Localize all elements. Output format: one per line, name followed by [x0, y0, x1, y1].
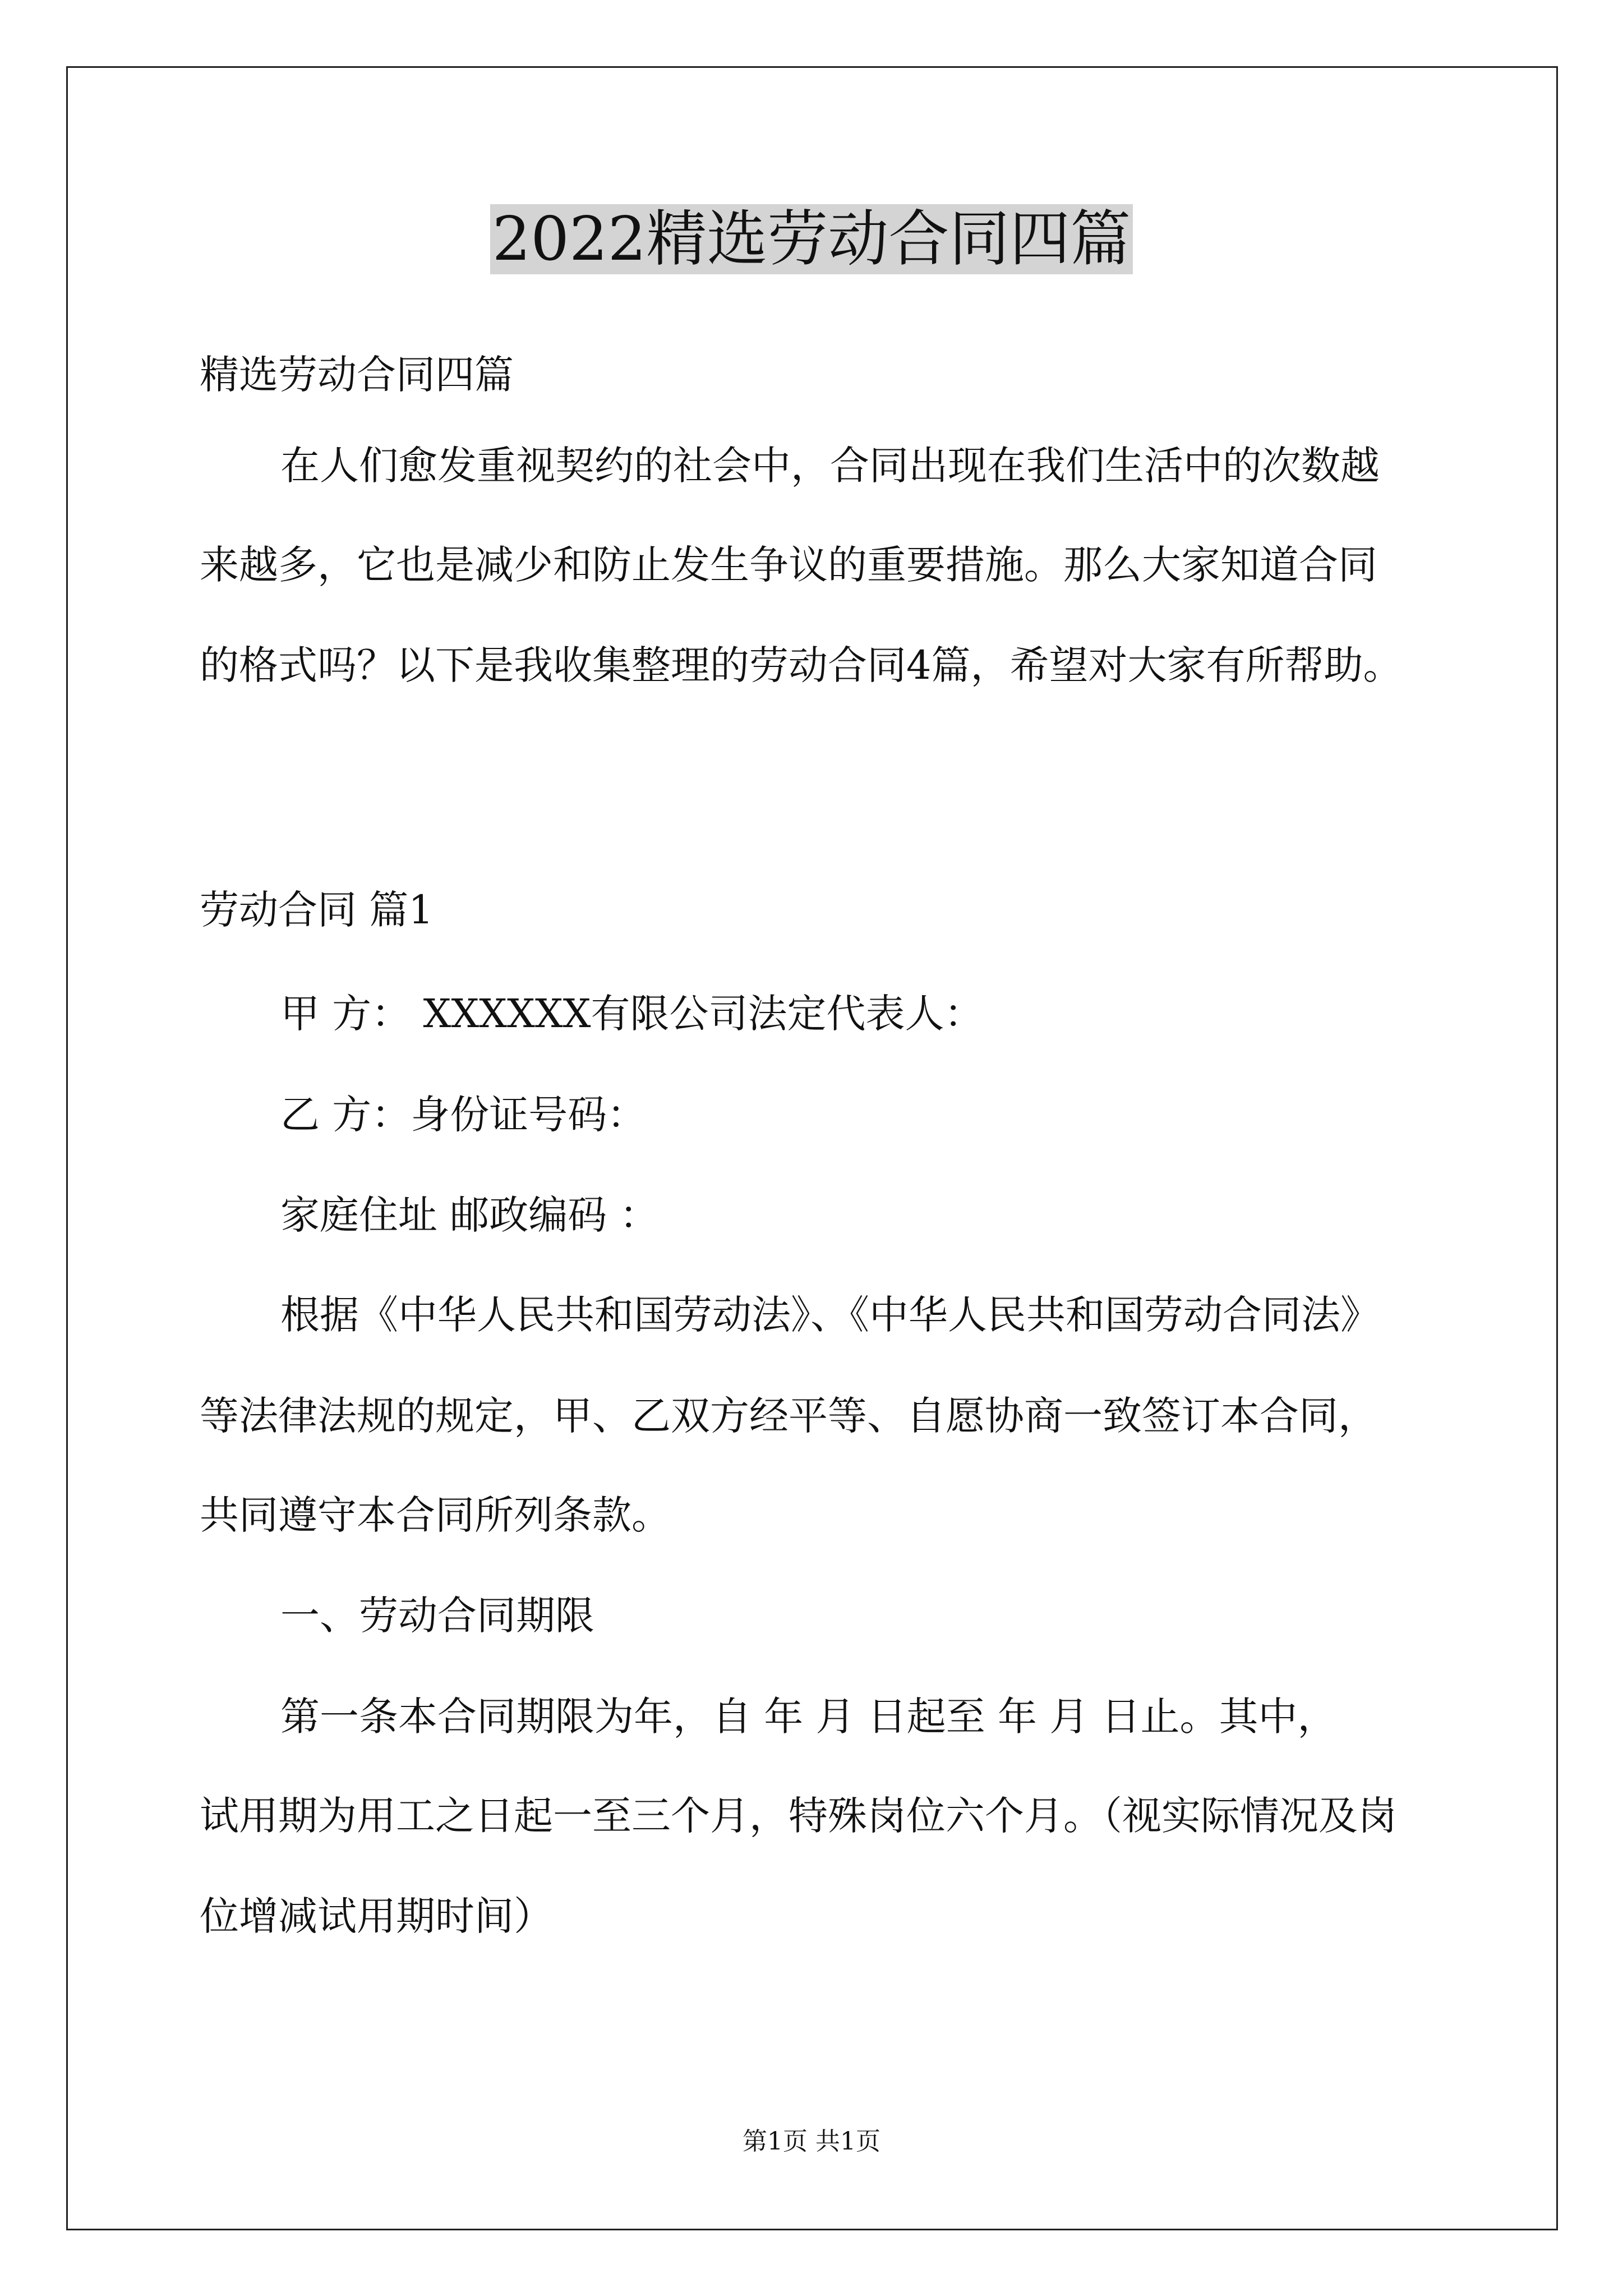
party-a-line: 甲 方： XXXXXX有限公司法定代表人：	[280, 991, 984, 1037]
document-title	[0, 197, 1623, 282]
subtitle: 精选劳动合同四篇	[200, 352, 514, 398]
basis-line-2: 等法律法规的规定，甲、乙双方经平等、自愿协商一致签订本合同，	[200, 1393, 1377, 1439]
document-title-text: 2022精选劳动合同四篇	[490, 204, 1133, 274]
clause-heading: 一、劳动合同期限	[280, 1593, 594, 1639]
basis-line-3: 共同遵守本合同所列条款。	[200, 1492, 671, 1538]
intro-line-2: 来越多，它也是减少和防止发生争议的重要措施。那么大家知道合同	[200, 542, 1377, 588]
intro-line-1: 在人们愈发重视契约的社会中，合同出现在我们生活中的次数越	[280, 443, 1380, 489]
section-heading: 劳动合同 篇1	[200, 887, 434, 933]
party-b-line: 乙 方：身份证号码：	[280, 1092, 647, 1138]
clause-one-line-3: 位增减试用期时间）	[200, 1893, 553, 1939]
basis-line-1: 根据《中华人民共和国劳动法》、《中华人民共和国劳动合同法》	[280, 1292, 1380, 1338]
clause-one-line-2: 试用期为用工之日起一至三个月，特殊岗位六个月。（视实际情况及岗	[200, 1793, 1397, 1839]
clause-one-line-1: 第一条本合同期限为年，自 年 月 日起至 年 月 日止。其中，	[280, 1694, 1337, 1740]
page-footer: 第1页 共1页	[743, 2127, 880, 2156]
address-line: 家庭住址 邮政编码 ：	[280, 1192, 659, 1238]
intro-line-3: 的格式吗？以下是我收集整理的劳动合同4篇，希望对大家有所帮助。	[200, 642, 1403, 688]
